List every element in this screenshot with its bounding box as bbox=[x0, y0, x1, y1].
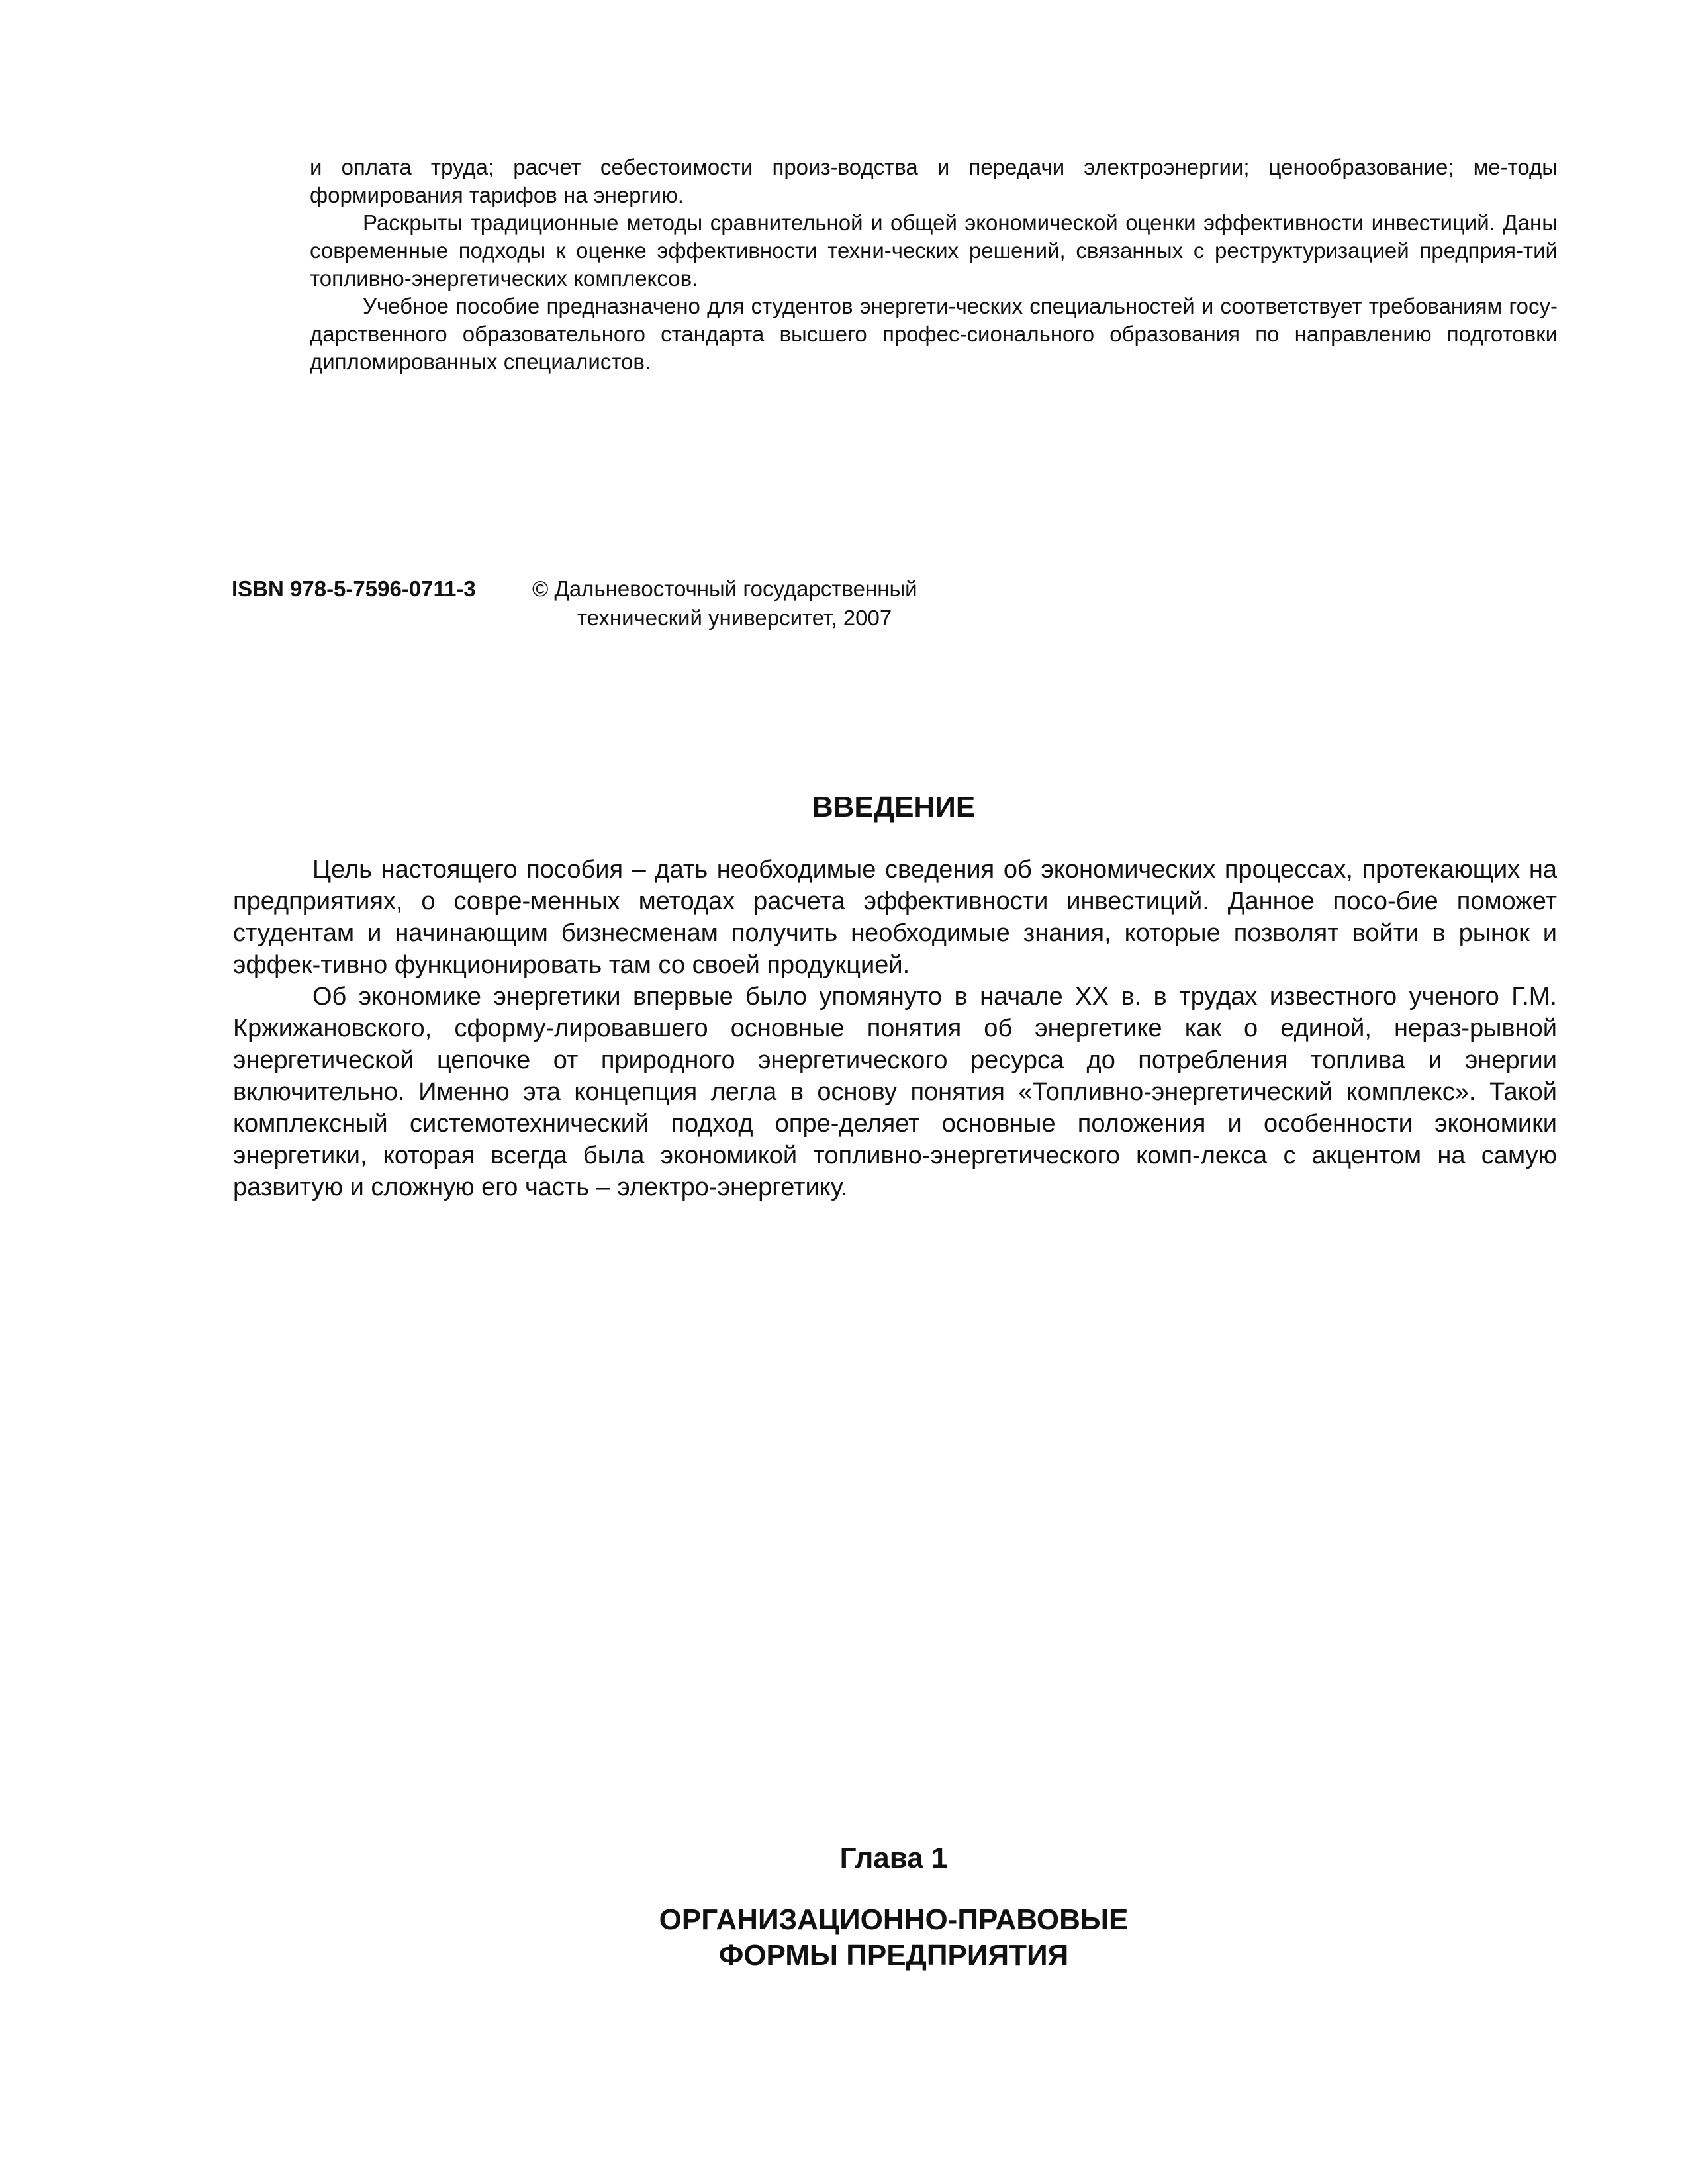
chapter-label: Глава 1 bbox=[839, 1842, 948, 1874]
isbn-copyright-block bbox=[232, 574, 917, 633]
chapter-title bbox=[0, 1902, 1688, 1974]
intro-body bbox=[233, 854, 1557, 1203]
annotation-block bbox=[310, 154, 1558, 376]
annotation-paragraph: Раскрыты традиционные методы сравнительной и общей экономической оценки эффективности инвестиций. Даны современные подходы к оценке эффективности техни-ческих решений, связанных с реструктуризацией предприя-тий топливно-энергетических комплексов. bbox=[310, 210, 1558, 291]
copyright-line-1: © Дальневосточный государственный bbox=[532, 576, 917, 601]
intro-paragraph: Цель настоящего пособия – дать необходимые сведения об экономических процессах, протекающих на предприятиях, о совре-менных методах расчета эффективности инвестиций. Данное посо-бие поможет студентам и начинающим бизнесменам получить необходимые знания, которые позволят войти в рынок и эффек-тивно функционировать там со своей продукцией. bbox=[233, 856, 1557, 979]
isbn-code: ISBN 978-5-7596-0711-3 bbox=[232, 576, 476, 601]
chapter-title-line-2: ФОРМЫ ПРЕДПРИЯТИЯ bbox=[718, 1939, 1069, 1972]
chapter-title-line-1: ОРГАНИЗАЦИОННО-ПРАВОВЫЕ bbox=[659, 1903, 1129, 1936]
copyright-line-2: технический университет, 2007 bbox=[577, 606, 892, 630]
annotation-paragraph: и оплата труда; расчет себестоимости произ-водства и передачи электроэнергии; ценообразование; ме-тоды формирования тарифов на энергию. bbox=[310, 155, 1558, 207]
annotation-paragraph: Учебное пособие предназначено для студентов энергети-ческих специальностей и соответствует требованиям госу-дарственного образовательного стандарта высшего профес-сионального образования по направлению подготовки дипломированных специалистов. bbox=[310, 294, 1558, 374]
intro-heading: ВВЕДЕНИЕ bbox=[812, 791, 976, 823]
intro-paragraph: Об экономике энергетики впервые было упомянуто в начале XX в. в трудах известного ученого Г.М. Кржижановского, сформу-лировавшего основные понятия об энергетике как о единой, нераз-рывной энергетической цепочке от природного энергетического ресурса до потребления топлива и энергии включительно. Именно эта концепция легла в основу понятия «Топливно-энергетический комплекс». Такой комплексный системотехнический подход опре-деляет основные положения и особенности экономики энергетики, которая всегда была экономикой топливно-энергетического комп-лекса с акцентом на самую развитую и сложную его часть – электро-энергетику. bbox=[233, 983, 1557, 1201]
